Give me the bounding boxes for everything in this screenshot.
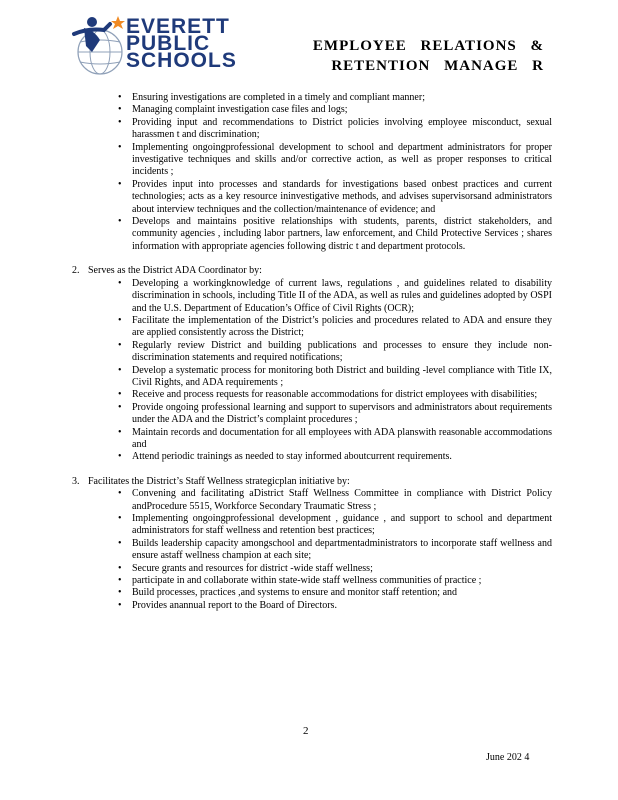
list-item: • Managing complaint investigation case files and logs; — [118, 104, 348, 116]
logo-word-schools: SCHOOLS — [126, 49, 237, 72]
title-line-1: EMPLOYEE RELATIONS & — [312, 38, 544, 54]
title-line-2: RETENTION MANAGE R — [331, 58, 544, 74]
list-item: • Maintain records and documentation for all employees with ADA planswith reasonable accommodations and — [118, 426, 552, 450]
section-2 — [72, 265, 552, 464]
document-title — [313, 36, 544, 76]
section-3-bullet-list — [72, 488, 552, 612]
list-item: • Provides input into processes and standards for investigations based onbest practices and current technologies; acts as a key resource ininvestigative methods, and advises supervisorsand administrators about interview techniques and the collection/maintenance of evidence; and — [118, 178, 552, 215]
list-item: • participate in and collaborate within state-wide staff wellness communities of practice ; — [118, 575, 482, 587]
list-item: • Ensuring investigations are completed in a timely and compliant manner; — [118, 92, 425, 103]
list-item: • Build processes, practices ,and systems to ensure and monitor staff retention; and — [118, 587, 458, 599]
list-item: • Providing input and recommendations to District policies involving employee misconduct, sexual harassmen t and discrimination; — [118, 116, 552, 141]
intro-bullet-list — [72, 92, 552, 253]
logo-globe-figure-icon — [70, 12, 132, 78]
list-item: • Facilitate the implementation of the District’s policies and procedures related to ADA and ensure they are applied consistently across the District; — [118, 314, 552, 339]
list-item: • Implementing ongoingprofessional development , guidance , and support to school and department administrators for staff wellness and retention best practices; — [118, 513, 552, 537]
list-item: • Provides anannual report to the Board of Directors. — [118, 599, 337, 611]
list-item: • Receive and process requests for reasonable accommodations for district employees with disabilities; — [118, 389, 538, 401]
logo-word-everett: EVERETT — [126, 15, 230, 38]
section-3 — [72, 476, 552, 612]
list-item: • Develops and maintains positive relationships with students, parents, district stakeholders, and community agencies , including labor partners, law enforcement, and Child Protective Services ; shares information with appropriate agencies following distric t and department protocols. — [118, 216, 552, 252]
list-item: • Attend periodic trainings as needed to stay informed aboutcurrent requirements. — [118, 451, 452, 463]
section-heading: 3. Facilitates the District’s Staff Wellness strategicplan initiative by: — [72, 475, 350, 487]
document-body — [72, 92, 552, 612]
list-item: • Builds leadership capacity amongschool and departmentadministrators to incorporate staff wellness and ensure astaff wellness champion at each site; — [118, 537, 552, 562]
page-number: 2 — [303, 725, 309, 737]
section-heading: 2. Serves as the District ADA Coordinator by: — [72, 265, 262, 277]
everett-public-schools-logo — [70, 12, 250, 78]
list-item: • Provide ongoing professional learning and support to supervisors and administrators about requirements under the ADA and the District’s complaint procedures ; — [118, 401, 552, 426]
footer-date: June 202 4 — [486, 752, 530, 763]
list-item: • Convening and facilitating aDistrict Staff Wellness Committee in compliance with District Policy andProcedure 5515, Workforce Secondary Traumatic Stress ; — [118, 488, 552, 512]
list-item: • Developing a workingknowledge of current laws, regulations , and guidelines related to disability discrimination in schools, including Title II of the ADA, as well as rules and guidelines adopted by OSPI and the U.S. Department of Education’s Office of Civil Rights (OCR); — [118, 277, 552, 314]
logo-word-public: PUBLIC — [126, 32, 211, 55]
list-item: • Implementing ongoingprofessional development to school and department administrators for proper investigative techniques and skills and/or corrective action, as well as proper responses to critical incidents ; — [118, 141, 552, 178]
list-item: • Regularly review District and building publications and processes to ensure they include non-discrimination statements and required notifications; — [118, 339, 552, 364]
list-item: • Develop a systematic process for monitoring both District and building -level compliance with Title IX, Civil Rights, and ADA requirements ; — [118, 364, 552, 388]
section-2-bullet-list — [72, 278, 552, 464]
list-item: • Secure grants and resources for district -wide staff wellness; — [118, 562, 373, 574]
